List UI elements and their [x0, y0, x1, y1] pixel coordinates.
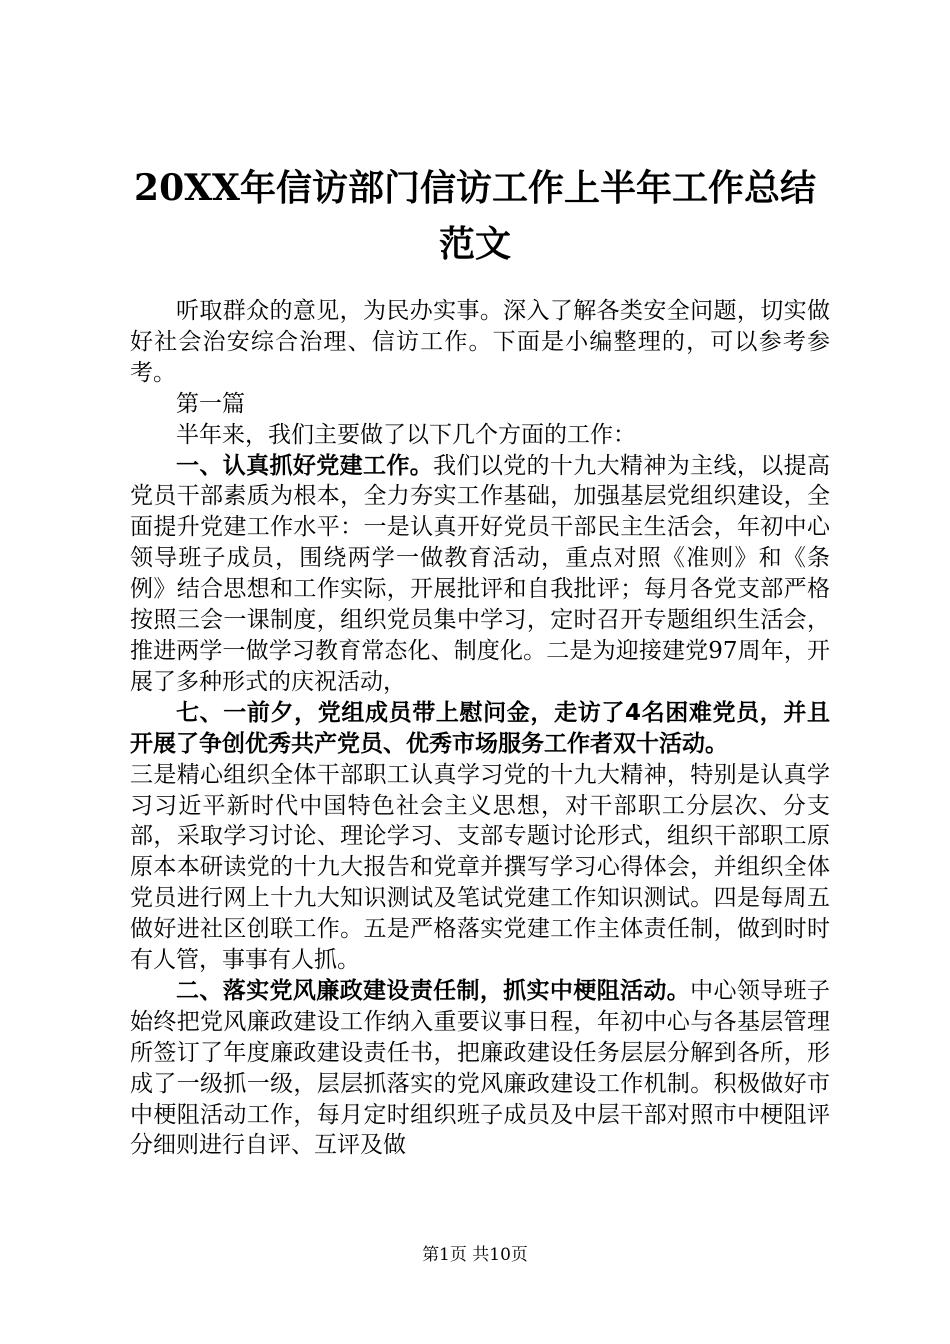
page-number-footer: 第1页 共10页 — [422, 1245, 528, 1265]
paragraph-bold-statement: 七、一前夕，党组成员带上慰问金，走访了4名困难党员，并且开展了争创优秀共产党员、优秀市场服务工作者双十活动。 — [130, 699, 830, 757]
document-body — [130, 296, 830, 1161]
paragraph-integrity — [130, 976, 830, 1161]
paragraph-heading: 一、认真抓好党建工作。 — [176, 452, 434, 479]
paragraph-study: 三是精心组织全体干部职工认真学习党的十九大精神，特别是认真学习习近平新时代中国特色社会主义思想，对干部职工分层次、分支部，采取学习讨论、理论学习、支部专题讨论形式，组织干部职工原原本本研读党的十九大报告和党章并撰写学习心得体会，并组织全体党员进行网上十九大知识测试及笔试党建工作知识测试。四是每周五做好进社区创联工作。五是严格落实党建工作主体责任制，做到时时有人管，事事有人抓。 — [130, 761, 830, 974]
paragraph-text: 中心领导班子始终把党风廉政建设工作纳入重要议事日程，年初中心与各基层管理所签订了年度廉政建设责任书，把廉政建设任务层层分解到各所，形成了一级抓一级，层层抓落实的党风廉政建设工作机制。积极做好市中梗阻活动工作，每月定时组织班子成员及中层干部对照市中梗阻评分细则进行自评、互评及做 — [130, 977, 831, 1159]
section-label: 第一篇 — [176, 390, 245, 417]
document-title: 20XX年信访部门信访工作上半年工作总结范文 — [134, 167, 816, 265]
intro-paragraph: 听取群众的意见，为民办实事。深入了解各类安全问题，切实做好社会治安综合治理、信访工作。下面是小编整理的，可以参考参考。 — [130, 298, 830, 386]
lead-paragraph: 半年来，我们主要做了以下几个方面的工作： — [176, 421, 636, 448]
paragraph-heading: 二、落实党风廉政建设责任制，抓实中梗阻活动。 — [176, 977, 691, 1004]
paragraph-text: 我们以党的十九大精神为主线，以提高党员干部素质为根本，全力夯实工作基础，加强基层党组织建设，全面提升党建工作水平：一是认真开好党员干部民主生活会，年初中心领导班子成员，围绕两学一做教育活动，重点对照《准则》和《条例》结合思想和工作实际，开展批评和自我批评；每月各党支部严格按照三会一课制度，组织党员集中学习，定时召开专题组织生活会，推进两学一做学习教育常态化、制度化。二是为迎接建党97周年，开展了多种形式的庆祝活动， — [130, 452, 831, 695]
paragraph-party-building — [130, 451, 830, 698]
